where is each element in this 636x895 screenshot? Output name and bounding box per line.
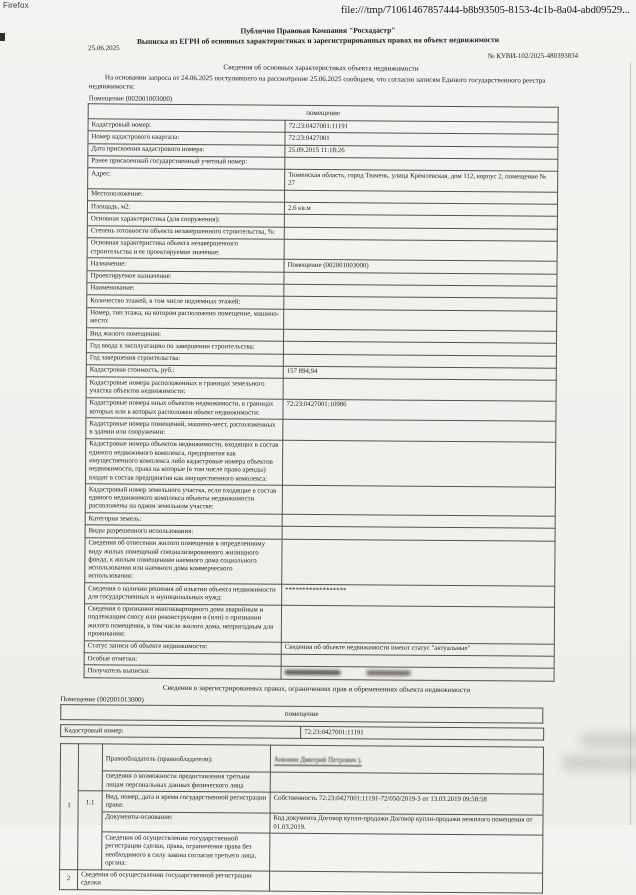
row-label: Проектируемое назначение: [87,270,284,284]
table-row [85,439,555,488]
document-date: 25.06.2025 [88,44,120,53]
section1-heading: Сведения об основных характеристиках объекта недвижимости [223,63,419,73]
row-value: 72:23:0427001:11191 [285,120,558,134]
row-label: Основная характеристика (для сооружения): [87,213,284,227]
row-label: Наименование: [87,283,284,297]
row-value: Тюменская область, город Тюмень, улица Кремлевская, дом 112, корпус 2, помещение № 27 [285,169,558,192]
row-label: Кадастровые номера иных объектов недвижимости, в границах которых или в которых расположен объект недвижимости: [86,398,283,420]
row-value [284,239,557,262]
row-value [282,486,555,517]
row-value: Код документа Договор купли-продажи Договор купли-продажи нежилого помещения от 01.03.2019. [270,813,543,836]
section2-heading: Сведения о зарегистрированных правах, ограничениях прав и обременениях объекта недвижимости [162,683,471,694]
row-label: Сведения об осуществлении государственной регистрации сделки [77,869,269,891]
row-label: Получатель выписки: [84,665,281,679]
row-value [269,871,542,894]
row-label: Год ввода в эксплуатацию по завершении строительства: [86,340,283,354]
cadastral-number-table [60,724,544,741]
table-row [59,869,542,893]
table-caption: помещение [61,704,543,723]
row-label: сведения о возможности предоставления третьим лицам персональных данных физического лица [102,771,270,793]
row-label: Виды разрешенного использования: [85,525,282,539]
page-title: Выписка из ЕГРН об основных характеристиках и зарегистрированных правах на объект недвижимости [136,35,500,46]
row-label: Адрес: [88,168,285,190]
row-label: Основная характеристика объекта незавершенного строительства и ее проектируемое значение: [87,238,284,260]
row-value [282,539,555,586]
row-label: Количество этажей, в том числе подземных этажей: [87,295,284,309]
row-label: Вид жилого помещения: [87,328,284,342]
watermark-blur [562,755,636,772]
row-label: Кадастровые номера расположенных в границах земельного участка объектов недвижимости: [86,377,283,399]
table-row [85,484,555,516]
object-type-label-2: Помещение (002001013000) [60,694,144,704]
row-value [283,420,556,443]
row-label: Ранее присвоенный государственный учетный номер: [88,156,285,170]
row-label: Кадастровый номер: [61,725,301,739]
row-value [270,772,543,795]
row-value: Сведения об объекте недвижимости имеют статус "актуальные" [281,642,554,656]
characteristics-table [84,103,559,682]
characteristics-table-body [84,119,558,681]
document-number: № КУВИ-102/2025-480393834 [487,51,579,61]
row-label: Документы-основание: [102,812,270,834]
row-value: 72:23:0427001:11191 [301,727,544,741]
document-body [0,62,636,895]
row-label: Сведения об осуществлении государственной регистрации сделки, права, ограничения права без необходимого в силу закона согласия третьего лица, органа: [102,832,270,870]
row-label: Дата присвоения кадастрового номера: [88,143,285,157]
row-label: Категория земель: [85,513,282,527]
intro-paragraph: На основании запроса от 24.06.2025 поступившего на рассмотрение 25.06.2025 сообщаем, что согласно записям Единого государственного реестра недвижимости: [88,73,546,91]
organization-name: Публично Правовая Компания "Росхадастр" [240,25,396,36]
row-label: Кадастровый номер земельного участка, если входящие в состав единого недвижимого комплекса объекты недвижимости расположены на одном земельном участке: [85,484,282,514]
row-value [270,834,543,873]
watermark-blur [580,733,636,749]
owner-name: Анюнин Дмитрий Петрович ). [273,757,362,765]
table-row [85,538,555,587]
document-header [0,24,636,61]
file-url-text: file:///tmp/71061467857444-b8b93505-8153-4c1b-8a04-abd09529... [340,5,630,16]
table-caption: помещение [88,103,558,122]
row-value: 2.6 кв.м [284,202,557,216]
row-number: 2 [59,869,77,890]
row-value: ****************** [282,584,555,607]
table-row [84,603,554,644]
row-value: Помещение (002001003000) [284,260,557,274]
row-value: 72:23:0427001 [285,133,558,147]
object-type-label: Помещение (002001003000) [88,93,173,103]
row-subnumber: 1.1 [78,791,103,869]
row-label: Особые отметки: [84,653,281,667]
table-row [60,832,543,873]
row-label: Правообладатель (правообладатели): [102,744,270,772]
row-value [283,378,556,401]
row-label: Степень готовности объекта незавершенного строительства, %: [87,225,284,239]
row-label: Год завершения строительства: [86,352,283,366]
table-row [60,744,543,774]
row-label: Кадастровая стоимость, руб.: [86,365,283,379]
row-subnumber [78,744,102,791]
row-value: 157 894,94 [283,366,556,380]
rights-caption-table [60,704,543,724]
row-label: Номер, тип этажа, на котором расположено помещение, машино-место: [87,307,284,329]
row-value [281,605,554,644]
row-label: Кадастровый номер: [88,119,285,133]
row-value [270,746,543,774]
row-label: Площадь, м2: [87,201,284,215]
row-value [284,309,557,332]
row-label: Сведения об отнесении жилого помещения к определенному виду жилых помещений специализированного жилищного фонда, к жилым помещениям наемного дома социального использования или наемного дома коммерческого использования: [85,538,282,585]
row-label: Номер кадастрового квартала: [88,131,285,145]
row-value: 72:23:0427001:10986 [283,399,556,422]
table-caption-row [61,704,543,723]
browser-window-label: Firefox [3,1,29,10]
row-label: Местоположение: [88,189,285,203]
row-label: Вид, номер, дата и время государственной регистрации права: [102,791,270,813]
row-label: Сведения о признании многоквартирного дома аварийным и подлежащим сносу или реконструкции и (или) о признании жилого помещения, в том числе жилого дома, непригодным для проживания: [84,603,281,642]
row-number: 1 [60,744,79,869]
row-value [281,667,554,681]
row-label: Сведения о наличии решения об изъятии объекта недвижимости для государственных и муниципальных нужд: [85,583,282,605]
row-label: Назначение: [87,258,284,272]
rights-table [59,744,544,894]
row-label: Кадастровые номера помещений, машино-мест, расположенных в здании или сооружении: [86,418,283,440]
rights-table-wrap [0,743,634,894]
table-row [84,665,554,681]
table-row [61,725,544,741]
row-value: 25.09.2015 11:18:26 [285,145,558,159]
row-value: Собственность 72:23:0427001:11191-72/050/2019-3 от 13.03.2019 09:58:58 [270,792,543,815]
row-label: Статус записи об объекте недвижимости: [84,641,281,655]
row-label: Кадастровые номера объектов недвижимости, входящих в состав единого недвижимого комплекса, предприятия как имущественного комплекса либо кадастровые номера объектов недвижимости, права на которые (в том числе право аренды) входят в состав предприятия как имущественного комплекса: [85,439,282,486]
row-value [282,440,555,487]
